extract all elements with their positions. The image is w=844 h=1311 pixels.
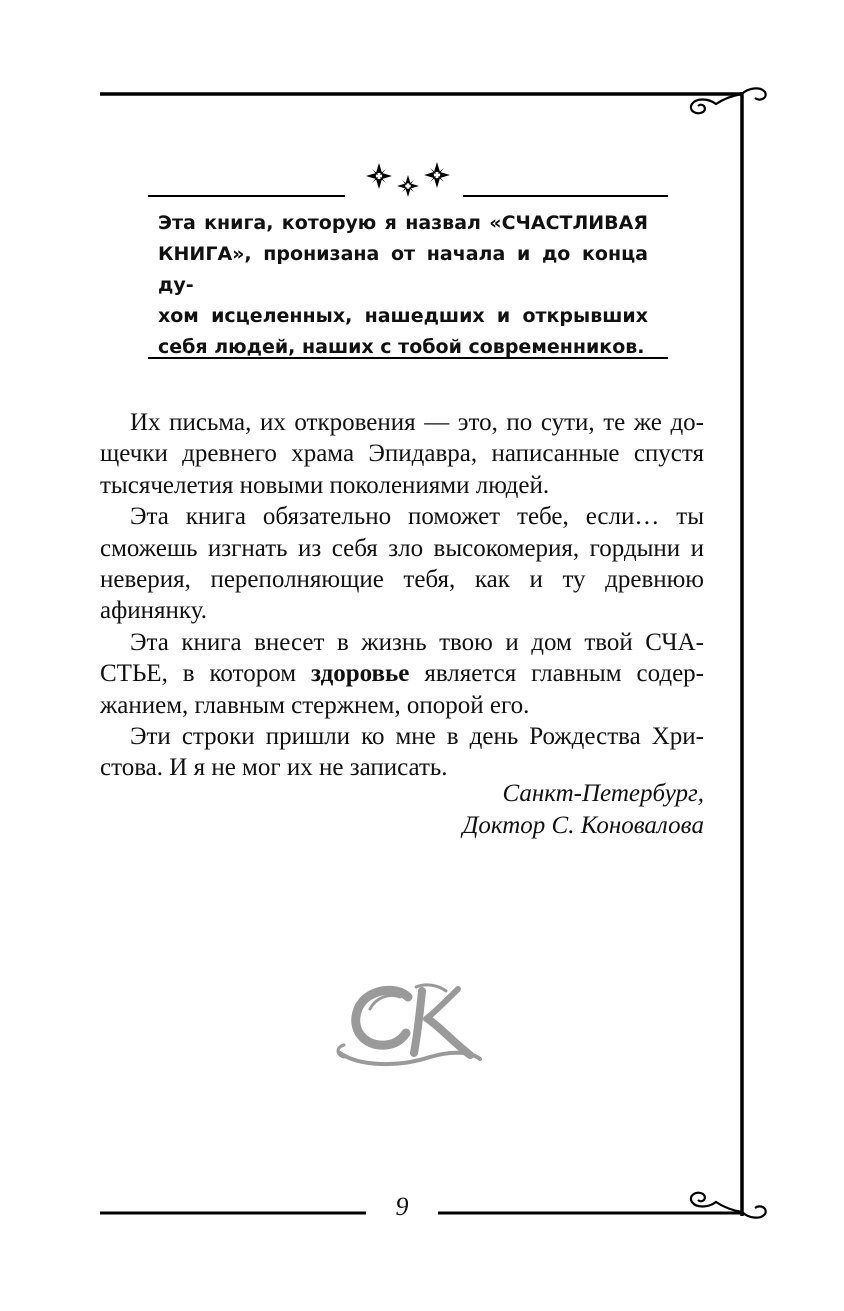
body-text xyxy=(100,407,704,784)
intro-callout xyxy=(158,208,648,363)
paragraph-3-bold: здоровье xyxy=(311,660,410,688)
scroll-flourish-top-icon xyxy=(691,88,766,113)
callout-text-1: Эта книга, которую я назвал «СЧАСТЛИВАЯ КНИГА», пронизана от начала и до конца ду- xyxy=(158,212,648,296)
monogram-logo xyxy=(330,975,490,1075)
paragraph-1: Их письма, их откровения — это, по сути, те же до-щечки древнего храма Эпидавра, написанные спустя тысячелетия новыми поколениями людей. xyxy=(100,409,704,499)
paragraph-4: Эти строки пришли ко мне в день Рождества Хри-стова. И я не мог их не записать. xyxy=(100,723,704,782)
star-cluster-icon xyxy=(366,162,450,197)
signature xyxy=(462,778,704,842)
paragraph-3 xyxy=(100,627,704,721)
paragraph-2: Эта книга обязательно поможет тебе, если… ты сможешь изгнать из себя зло высокомерия, гордыни и неверия, переполняющие тебя, как и ту древнюю афинянку. xyxy=(100,503,704,625)
page-number: 9 xyxy=(395,1192,409,1221)
signature-city: Санкт-Петербург, xyxy=(502,780,704,807)
signature-author: Доктор С. Коноваловa xyxy=(462,812,704,839)
paragraph-3-end: является главным содер-жанием, главным стержнем, опорой его. xyxy=(100,660,704,719)
paragraph-3-start: Эта книга внесет в жизнь твою и дом твой СЧА-СТЬЕ, в котором xyxy=(100,628,704,688)
callout-text-2: хом исцеленных, нашедших и открывших себя людей, наших с тобой современников. xyxy=(158,305,648,358)
